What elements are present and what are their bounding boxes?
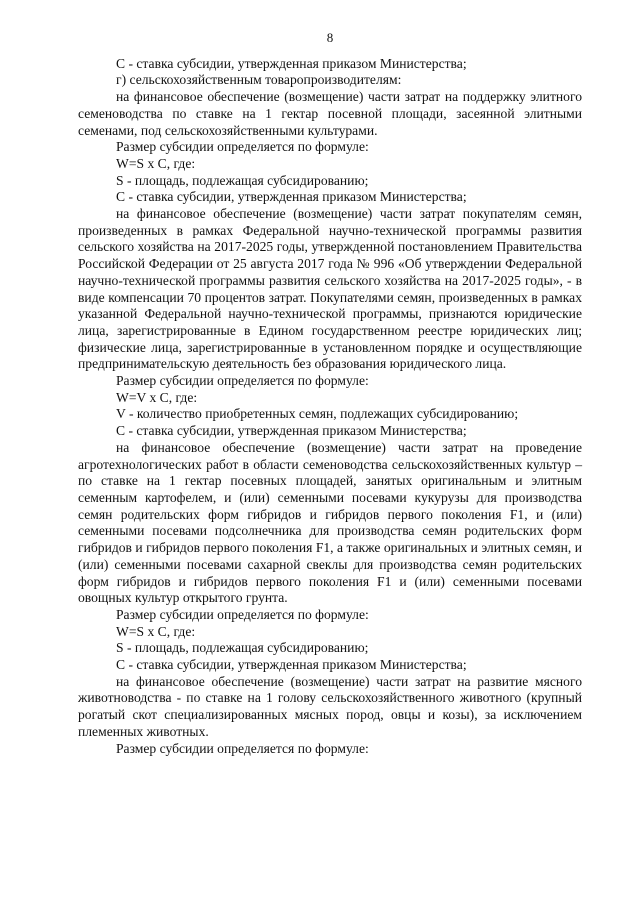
paragraph-rate-definition: С - ставка субсидии, утвержденная приказом Министерства;	[116, 657, 467, 673]
paragraph-formula-intro: Размер субсидии определяется по формуле:	[116, 740, 369, 756]
paragraph-rate-definition: С - ставка субсидии, утвержденная приказом Министерства;	[116, 423, 467, 439]
paragraph-area-definition: S - площадь, подлежащая субсидированию;	[116, 172, 369, 188]
paragraph-formula: W=S x C, где:	[116, 623, 196, 639]
paragraph-quantity-definition: V - количество приобретенных семян, подлежащих субсидированию;	[116, 406, 519, 422]
paragraph-agrotech-works: на финансовое обеспечение (возмещение) части затрат на проведение агротехнологических работ в области семеноводства сельскохозяйственных культур – по ставке на 1 гектар посевных площадей, занятых оригинальным и элитным семенным картофелем, и (или) семенными посевами кукурузы для производства семян родительских форм гибридов и гибридов первого поколения F1, и (или) семенными посевами подсолнечника для производства семян родительских форм гибридов и гибридов первого поколения F1, а также оригинальных и элитных семян, и (или) семенными посевами сахарной свеклы для производства семян родительских форм гибридов и гибридов первого поколения F1 и (или) семенными посевами овощных культур открытого грунта.	[78, 439, 582, 606]
paragraph-rate-definition: С - ставка субсидии, утвержденная приказом Министерства;	[116, 189, 467, 205]
paragraph-item-g-heading: г) сельскохозяйственным товаропроизводителям:	[116, 72, 402, 88]
paragraph-formula-intro: Размер субсидии определяется по формуле:	[116, 606, 369, 622]
paragraph-formula: W=V x C, где:	[116, 389, 198, 405]
paragraph-seed-buyers-compensation: на финансовое обеспечение (возмещение) части затрат покупателям семян, произведенных в рамках Федеральной научно-технической программы развития сельского хозяйства на 2017-2025 годы, утвержденной постановлением Правительства Российской Федерации от 25 августа 2017 года № 996 «Об утверждении Федеральной научно-технической программы развития сельского хозяйства на 2017-2025 годы», - в виде компенсации 70 процентов затрат. Покупателями семян, произведенных в рамках указанной Федеральной научно-технической программы, признаются юридические лица, зарегистрированные в Едином государственном реестре юридических лиц; физические лица, зарегистрированные в установленном порядке и осуществляющие предпринимательскую деятельность без образования юридического лица.	[78, 206, 582, 372]
paragraph-rate-definition: С - ставка субсидии, утвержденная приказом Министерства;	[116, 55, 467, 71]
paragraph-area-definition: S - площадь, подлежащая субсидированию;	[116, 640, 369, 656]
paragraph-formula-intro: Размер субсидии определяется по формуле:	[116, 373, 369, 389]
paragraph-elite-seed-support: на финансовое обеспечение (возмещение) части затрат на поддержку элитного семеноводства по ставке на 1 гектар посевной площади, засеянной элитными семенами, под сельскохозяйственными культурами.	[78, 89, 582, 138]
paragraph-formula: W=S x C, где:	[116, 155, 196, 171]
paragraph-formula-intro: Размер субсидии определяется по формуле:	[116, 139, 369, 155]
page-number: 8	[326, 30, 334, 45]
paragraph-meat-livestock: на финансовое обеспечение (возмещение) части затрат на развитие мясного животноводства - по ставке на 1 голову сельскохозяйственного животного (крупный рогатый скот специализированных мясных пород, овцы и козы), за исключением племенных животных.	[78, 673, 582, 739]
